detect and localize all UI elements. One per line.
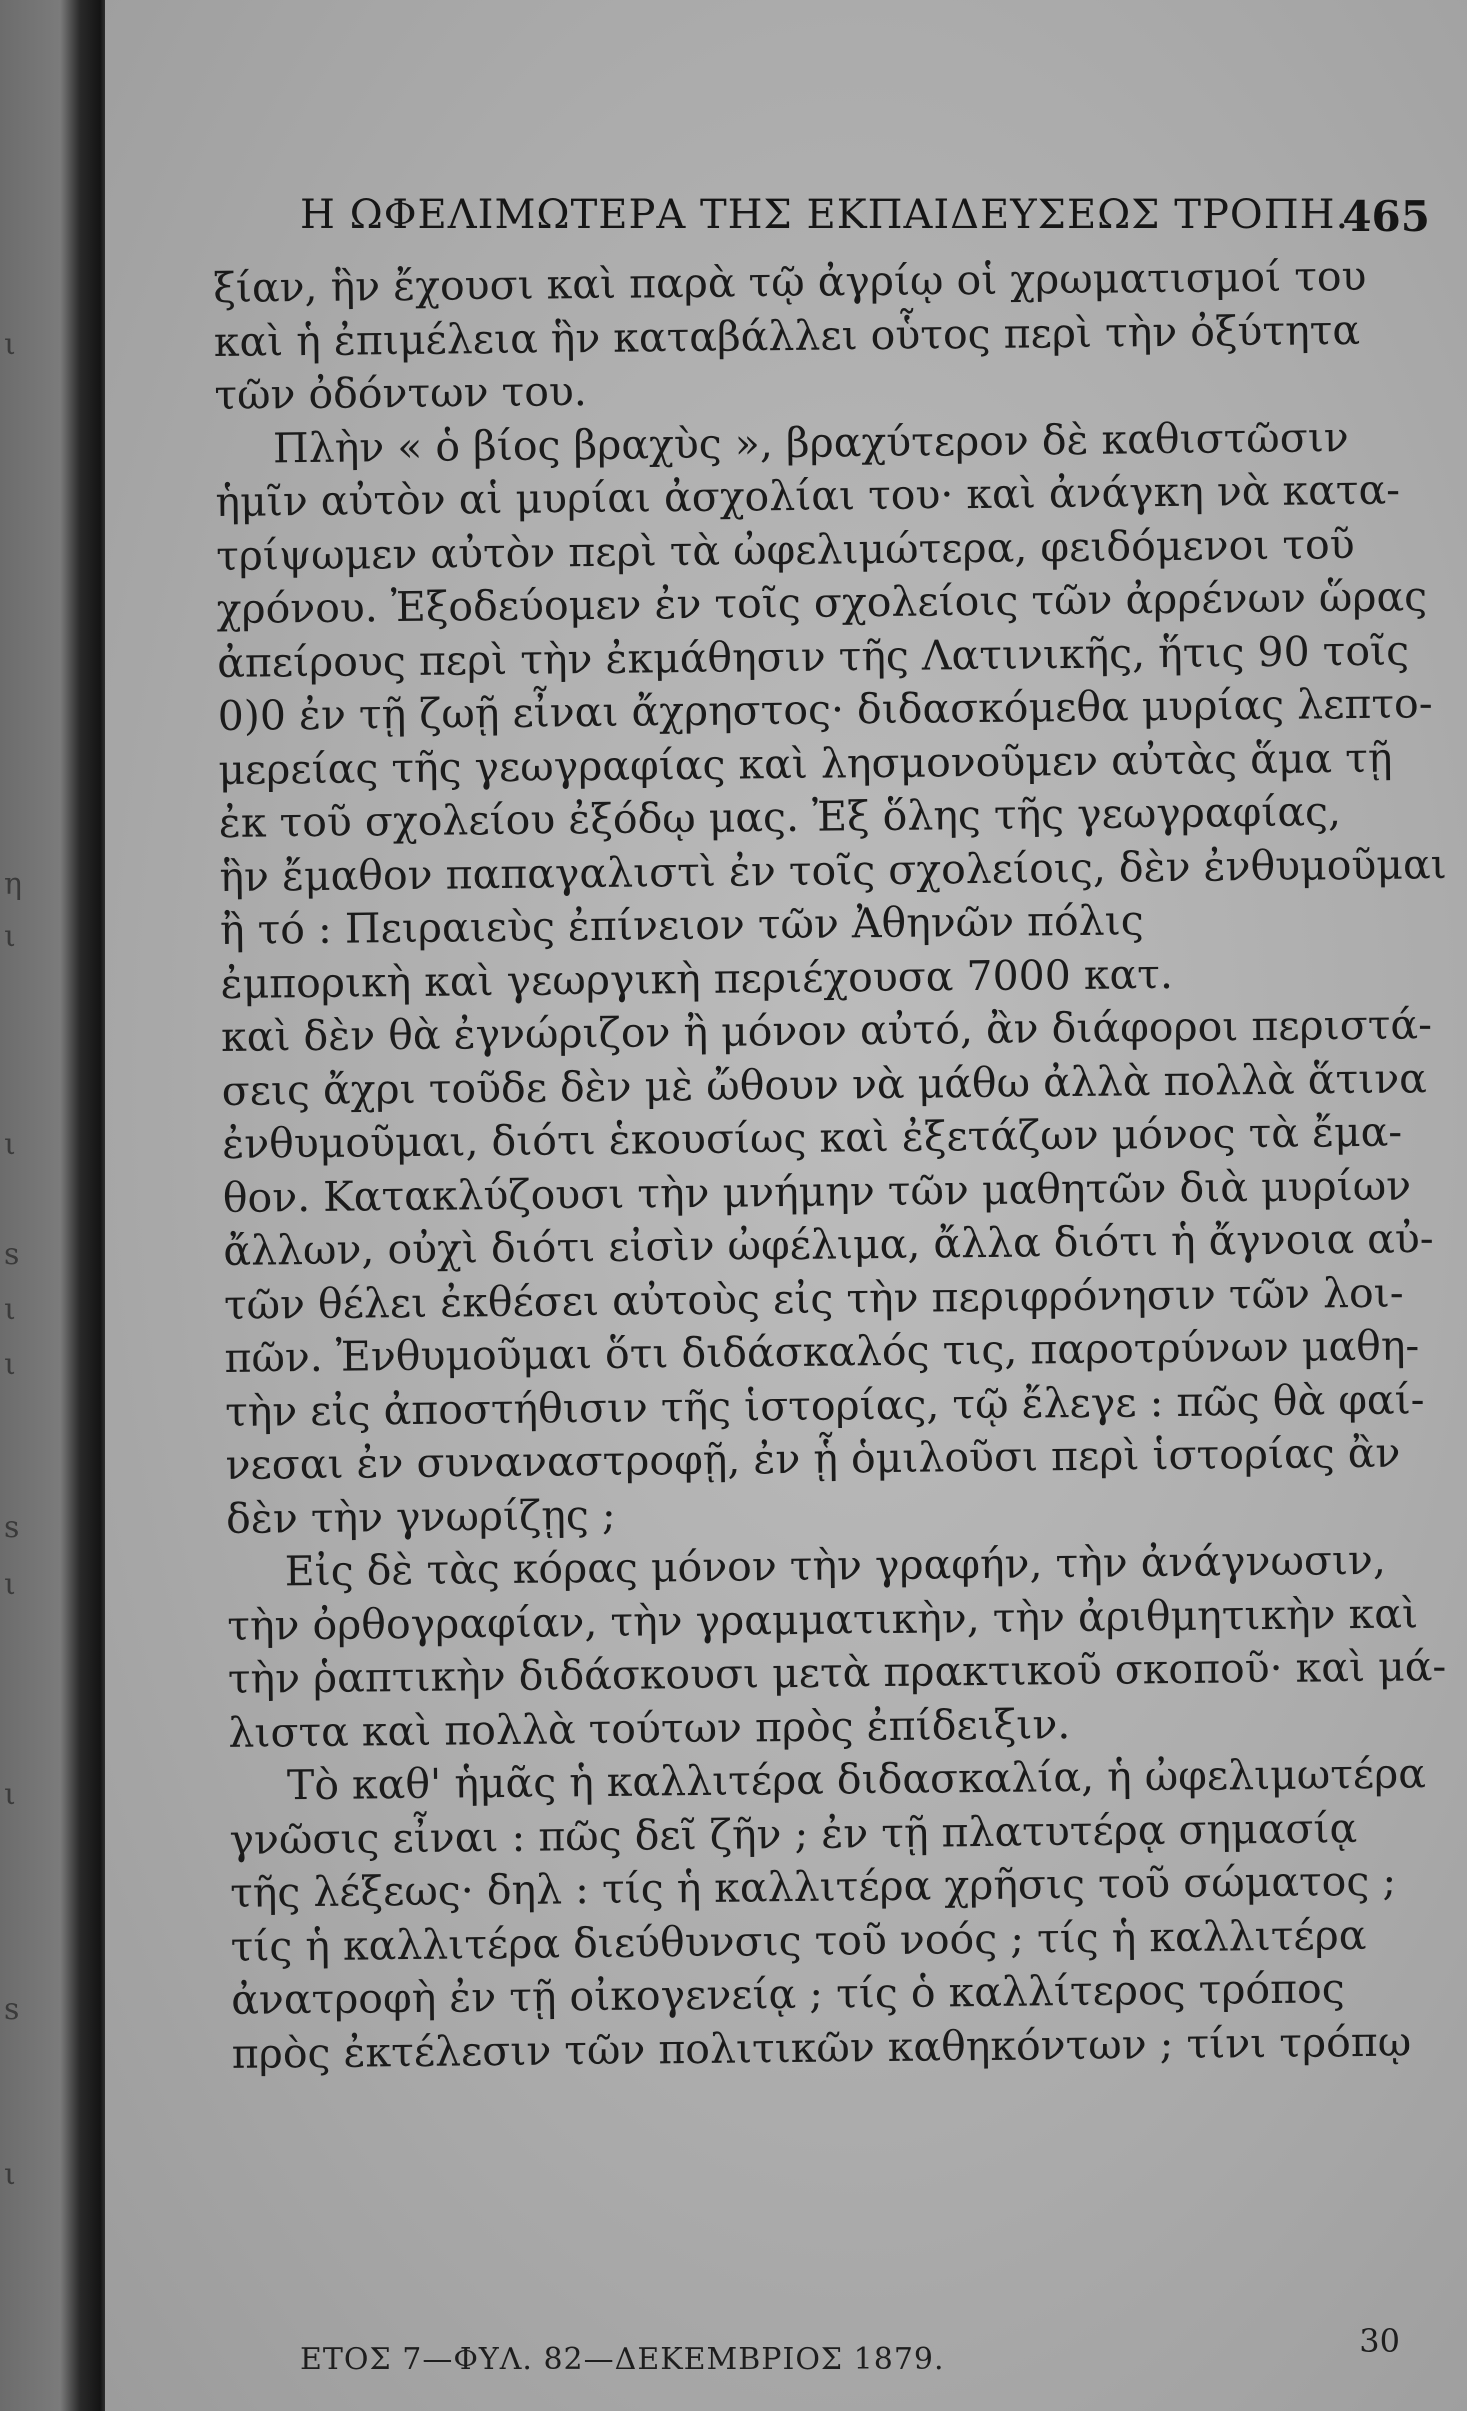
text-line: Εἰς δὲ τὰς κόρας μόνον τὴν γραφήν, τὴν ἀνάγνωσιν,: [284, 1535, 1387, 1596]
text-line: σεις ἄχρι τοῦδε δὲν μὲ ὤθουν νὰ μάθω ἀλλὰ πολλὰ ἅτινα: [221, 1053, 1428, 1115]
body-text: [213, 249, 1467, 2081]
printer-signature: ΕΤΟΣ 7—ΦΥΛ. 82—ΔΕΚΕΜΒΡΙΟΣ 1879.: [300, 2342, 945, 2377]
text-line: ἐνθυμοῦμαι, διότι ἑκουσίως καὶ ἐξετάζων μόνος τὰ ἔμα-: [221, 1107, 1403, 1168]
margin-mark: ι: [4, 919, 16, 954]
page-number: 465: [1342, 192, 1430, 241]
text-line: ἀνατροφὴ ἐν τῇ οἰκογενείᾳ ; τίς ὁ καλλίτερος τρόπος: [230, 1964, 1345, 2024]
text-line: λιστα καὶ πολλὰ τούτων πρὸς ἐπίδειξιν.: [228, 1699, 1071, 1757]
text-line: τὴν ῥαπτικὴν διδάσκουσι μετὰ πρακτικοῦ σκοποῦ· καὶ μά-: [227, 1642, 1447, 1703]
text-line: 0)0 ἐν τῇ ζωῇ εἶναι ἄχρηστος· διδασκόμεθα μυρίας λεπτο-: [217, 679, 1433, 740]
page-footer: [300, 2322, 1400, 2382]
text-line: τρίψωμεν αὐτὸν περὶ τὰ ὠφελιμώτερα, φειδόμενοι τοῦ: [215, 519, 1355, 580]
text-line: τὴν ὀρθογραφίαν, τὴν γραμματικὴν, τὴν ἀριθμητικὴν καὶ: [227, 1588, 1419, 1650]
text-line: καὶ δὲν θὰ ἐγνώριζον ἢ μόνον αὐτό, ἂν διάφοροι περιστά-: [220, 1000, 1433, 1061]
text-line: καὶ ἡ ἐπιμέλεια ἣν καταβάλλει οὗτος περὶ τὴν ὀξύτητα: [213, 305, 1361, 366]
text-line: τὴν εἰς ἀποστήθισιν τῆς ἱστορίας, τῷ ἔλεγε : πῶς θὰ φαί-: [224, 1374, 1425, 1436]
text-line: ξίαν, ἣν ἔχουσι καὶ παρὰ τῷ ἀγρίῳ οἱ χρωματισμοί του: [213, 251, 1367, 312]
text-line: ἡμῖν αὐτὸν αἱ μυρίαι ἀσχολίαι του· καὶ ἀνάγκη νὰ κατα-: [215, 465, 1401, 526]
running-title: Η ΩΦΕΛΙΜΩΤΕΡΑ ΤΗΣ ΕΚΠΑΙΔΕΥΣΕΩΣ ΤΡΟΠΗ.: [300, 192, 1350, 238]
margin-mark: ι: [4, 1292, 16, 1327]
text-line: πρὸς ἐκτέλεσιν τῶν πολιτικῶν καθηκόντων ; τίνι τρόπῳ: [231, 2017, 1412, 2078]
text-line: χρόνου. Ἐξοδεύομεν ἐν τοῖς σχολείοις τῶν ἀρρένων ὥρας: [216, 572, 1428, 633]
text-line: πῶν. Ἐνθυμοῦμαι ὅτι διδάσκαλός τις, παροτρύνων μαθη-: [224, 1321, 1420, 1382]
text-line: νεσαι ἐν συναναστροφῇ, ἐν ᾗ ὁμιλοῦσι περὶ ἱστορίας ἂν: [225, 1428, 1401, 1489]
text-line: τίς ἡ καλλιτέρα διεύθυνσις τοῦ νοός ; τίς ἡ καλλιτέρα: [230, 1910, 1367, 1971]
text-line: τῶν θέλει ἐκθέσει αὐτοὺς εἰς τὴν περιφρόνησιν τῶν λοι-: [223, 1268, 1404, 1329]
text-line: τῶν ὀδόντων του.: [214, 367, 588, 419]
page-header: [300, 192, 1430, 244]
text-line: θον. Κατακλύζουσι τὴν μνήμην τῶν μαθητῶν διὰ μυρίων: [222, 1161, 1412, 1222]
margin-mark: ι: [4, 1567, 16, 1602]
text-line: μερείας τῆς γεωγραφίας καὶ λησμονοῦμεν αὐτὰς ἅμα τῇ: [218, 733, 1393, 794]
margin-mark: ι: [4, 1347, 16, 1382]
facing-page-margin: [0, 0, 60, 2411]
text-line: τῆς λέξεως· δηλ : τίς ἡ καλλιτέρα χρῆσις τοῦ σώματος ;: [229, 1856, 1397, 1917]
margin-mark: ι: [4, 327, 16, 362]
sheet-number: 30: [1359, 2322, 1400, 2360]
margin-mark: ι: [4, 1777, 16, 1812]
margin-mark: ι: [4, 1127, 16, 1162]
book-page: [105, 0, 1467, 2411]
margin-mark: s: [4, 1237, 20, 1272]
text-line: Τὸ καθ' ἡμᾶς ἡ καλλιτέρα διδασκαλία, ἡ ὠφελιμωτέρα: [286, 1749, 1427, 1810]
text-line: ἢ τό : Πειραιεὺς ἐπίνειον τῶν Ἀθηνῶν πόλις: [219, 896, 1144, 954]
margin-mark: ι: [4, 2157, 16, 2192]
text-line: γνῶσις εἶναι : πῶς δεῖ ζῆν ; ἐν τῇ πλατυτέρᾳ σημασίᾳ: [229, 1803, 1358, 1864]
text-line: ἄλλων, οὐχὶ διότι εἰσὶν ὠφέλιμα, ἄλλα διότι ἡ ἄγνοια αὐ-: [223, 1214, 1434, 1275]
margin-mark: s: [4, 1510, 20, 1545]
margin-mark: η: [4, 867, 22, 902]
text-line: δὲν τὴν γνωρίζῃς ;: [225, 1490, 616, 1543]
text-line: Πλὴν « ὁ βίος βραχὺς », βραχύτερον δὲ καθιστῶσιν: [272, 412, 1349, 472]
text-line: ἐμπορικὴ καὶ γεωργικὴ περιέχουσα 7000 κατ.: [220, 949, 1174, 1008]
text-line: ἀπείρους περὶ τὴν ἐκμάθησιν τῆς Λατινικῆς, ἥτις 90 τοῖς: [216, 625, 1410, 687]
text-line: ἣν ἔμαθον παπαγαλιστὶ ἐν τοῖς σχολείοις, δὲν ἐνθυμοῦμαι: [219, 839, 1447, 901]
text-line: ἐκ τοῦ σχολείου ἐξόδῳ μας. Ἐξ ὅλης τῆς γεωγραφίας,: [218, 787, 1342, 847]
margin-mark: s: [4, 1992, 20, 2027]
